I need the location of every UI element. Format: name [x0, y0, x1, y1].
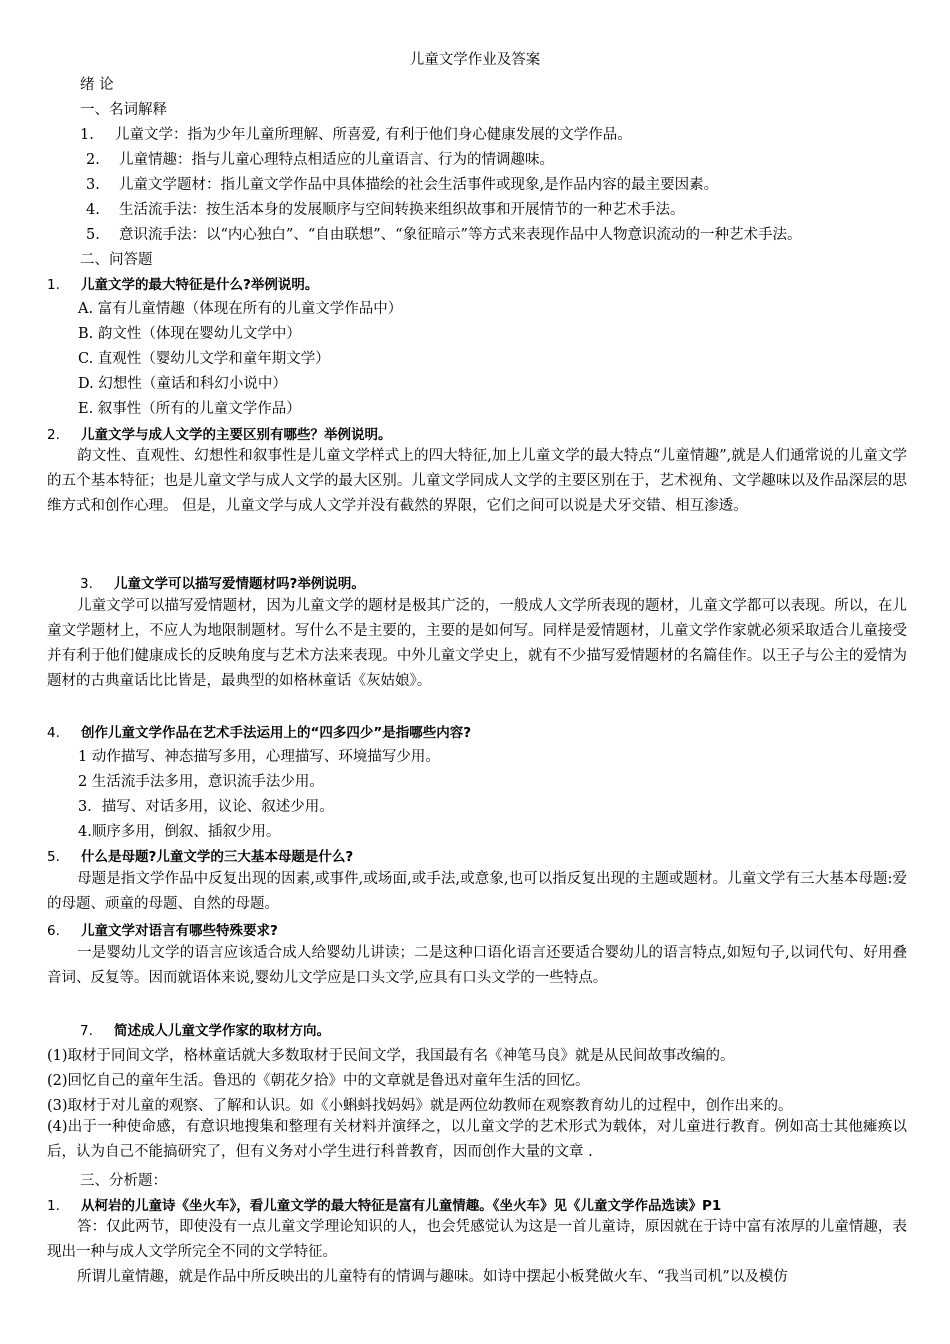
answer-line: (3)取材于对儿童的观察、了解和认识。如《小蝌蚪找妈妈》就是两位幼教师在观察教育幼儿的过程中，创作出来的。: [47, 1098, 793, 1114]
term-text: 儿童情趣：指与儿童心理特点相适应的儿童语言、行为的情调趣味。: [119, 152, 554, 168]
question-number: 6.: [47, 923, 60, 939]
section2-heading: 二、问答题: [80, 252, 153, 268]
answer-line: 2 生活流手法多用，意识流手法少用。: [78, 774, 324, 790]
answer-line: E. 叙事性（所有的儿童文学作品）: [78, 401, 301, 417]
question-heading: [80, 575, 365, 593]
answer-text: 韵文性、直观性、幻想性和叙事性是儿童文学样式上的四大特征,加上儿童文学的最大特点“儿童情趣”,就是人们通常说的儿童文学的五个基本特征；也是儿童文学与成人文学的最大区别。儿童文学同成人文学的主要区别在于，艺术视角、文学趣味以及作品深层的思维方式和创作心理。 但是，儿童文学与成人文学并没有截然的界限，它们之间可以说是犬牙交错、相互渗透。: [47, 448, 907, 514]
term-text: 意识流手法：以“内心独白”、“自由联想”、“象征暗示”等方式来表现作品中人物意识流动的一种艺术手法。: [119, 227, 802, 243]
question-heading: [47, 426, 392, 444]
question-heading: [47, 922, 278, 940]
answer-text: 答：仅此两节，即使没有一点儿童文学理论知识的人，也会凭感觉认为这是一首儿童诗，原因就在于诗中富有浓厚的儿童情趣，表现出一种与成人文学所完全不同的文学特征。: [47, 1219, 907, 1260]
term-text: 儿童文学题材：指儿童文学作品中具体描绘的社会生活事件或现象,是作品内容的最主要因素。: [119, 177, 719, 193]
question-heading: [47, 276, 318, 294]
answer-line: 1 动作描写、神态描写多用，心理描写、环境描写少用。: [78, 749, 440, 765]
question-number: 1.: [47, 277, 60, 293]
question-text: 什么是母题?儿童文学的三大基本母题是什么?: [81, 849, 354, 865]
item-number: 5.: [86, 227, 100, 243]
answer-line: D. 幻想性（童话和科幻小说中）: [78, 376, 287, 392]
term-item: [86, 176, 718, 194]
question-heading: [47, 848, 353, 866]
question-number: 1.: [47, 1198, 60, 1214]
question-text: 儿童文学的最大特征是什么?举例说明。: [81, 277, 319, 293]
answer-paragraph: [47, 867, 907, 917]
item-number: 3.: [86, 177, 100, 193]
answer-line: B. 韵文性（体现在婴幼儿文学中）: [78, 326, 301, 342]
document-title: 儿童文学作业及答案: [409, 52, 541, 68]
question-text: 儿童文学与成人文学的主要区别有哪些？举例说明。: [81, 427, 392, 443]
answer-text: 儿童文学可以描写爱情题材，因为儿童文学的题材是极其广泛的，一般成人文学所表现的题材，儿童文学都可以表现。所以，在儿童文学题材上，不应人为地限制题材。写什么不是主要的，主要的是如何写。同样是爱情题材，儿童文学作家就必须采取适合儿童接受并有利于他们健康成长的反映角度与艺术方法来表现。中外儿童文学史上，就有不少描写爱情题材的名篇佳作。以王子与公主的爱情为题材的古典童话比比皆是，最典型的如格林童话《灰姑娘》。: [47, 598, 907, 689]
question-number: 5.: [47, 849, 60, 865]
answer-paragraph: (4)出于一种使命感，有意识地搜集和整理有关材料并演绎之，以儿童文学的艺术形式为载体，对儿童进行教育。例如高士其他瘫痪以后，认为自己不能搞研究了，但有义务对小学生进行科普教育，因而创作大量的文章 .: [47, 1119, 907, 1160]
section3-heading: 三、分析题：: [80, 1173, 167, 1189]
answer-text: 所谓儿童情趣，就是作品中所反映出的儿童特有的情调与趣味。如诗中摆起小板凳做火车、“我当司机”以及模仿: [77, 1269, 788, 1285]
item-number: 1.: [80, 127, 94, 143]
term-item: [86, 151, 554, 169]
term-item: [86, 226, 801, 244]
answer-paragraph: [47, 594, 907, 694]
item-number: 2.: [86, 152, 100, 168]
section1-heading: 一、名词解释: [80, 102, 167, 118]
question-number: 4.: [47, 725, 60, 741]
answer-text: 母题是指文学作品中反复出现的因素,或事件,或场面,或手法,或意象,也可以指反复出现的主题或题材。儿童文学有三大基本母题:爱的母题、顽童的母题、自然的母题。: [47, 871, 907, 912]
answer-line: 4.顺序多用，倒叙、插叙少用。: [78, 824, 281, 840]
answer-paragraph: [47, 1265, 907, 1290]
question-text: 从柯岩的儿童诗《坐火车》，看儿童文学的最大特征是富有儿童情趣。《坐火车》见《儿童文学作品选读》P1: [81, 1198, 722, 1214]
term-text: 儿童文学：指为少年儿童所理解、所喜爱, 有利于他们身心健康发展的文学作品。: [115, 127, 632, 143]
answer-paragraph: [47, 941, 907, 991]
question-heading: [47, 724, 471, 742]
question-number: 7.: [80, 1023, 93, 1039]
question-heading: [47, 1197, 721, 1215]
question-heading: [80, 1022, 330, 1040]
term-item: [80, 126, 632, 144]
answer-paragraph: [47, 444, 907, 519]
question-number: 2.: [47, 427, 60, 443]
answer-line: C. 直观性（婴幼儿文学和童年期文学）: [78, 351, 330, 367]
intro-heading: 绪 论: [80, 77, 114, 93]
answer-line: (1)取材于同间文学，格林童话就大多数取材于民间文学，我国最有名《神笔马良》就是从民间故事改编的。: [47, 1048, 735, 1064]
question-text: 简述成人儿童文学作家的取材方向。: [114, 1023, 330, 1039]
answer-line: A. 富有儿童情趣（体现在所有的儿童文学作品中）: [78, 301, 403, 317]
answer-line: 3．描写、对话多用，议论、叙述少用。: [78, 799, 334, 815]
item-number: 4.: [86, 202, 100, 218]
answer-line: (2)回忆自己的童年生活。鲁迅的《朝花夕拾》中的文章就是鲁迅对童年生活的回忆。: [47, 1073, 590, 1089]
answer-text: 一是婴幼儿文学的语言应该适合成人给婴幼儿讲读；二是这种口语化语言还要适合婴幼儿的语言特点,如短句子,以词代句、好用叠音词、反复等。因而就语体来说,婴幼儿文学应是口头文学,应具有口头文学的一些特点。: [47, 945, 907, 986]
question-text: 儿童文学对语言有哪些特殊要求?: [81, 923, 278, 939]
question-text: 创作儿童文学作品在艺术手法运用上的“四多四少”是指哪些内容?: [81, 725, 472, 741]
question-number: 3.: [80, 576, 93, 592]
term-item: [86, 201, 685, 219]
answer-paragraph: [47, 1215, 907, 1265]
term-text: 生活流手法：按生活本身的发展顺序与空间转换来组织故事和开展情节的一种艺术手法。: [119, 202, 685, 218]
question-text: 儿童文学可以描写爱情题材吗?举例说明。: [114, 576, 365, 592]
